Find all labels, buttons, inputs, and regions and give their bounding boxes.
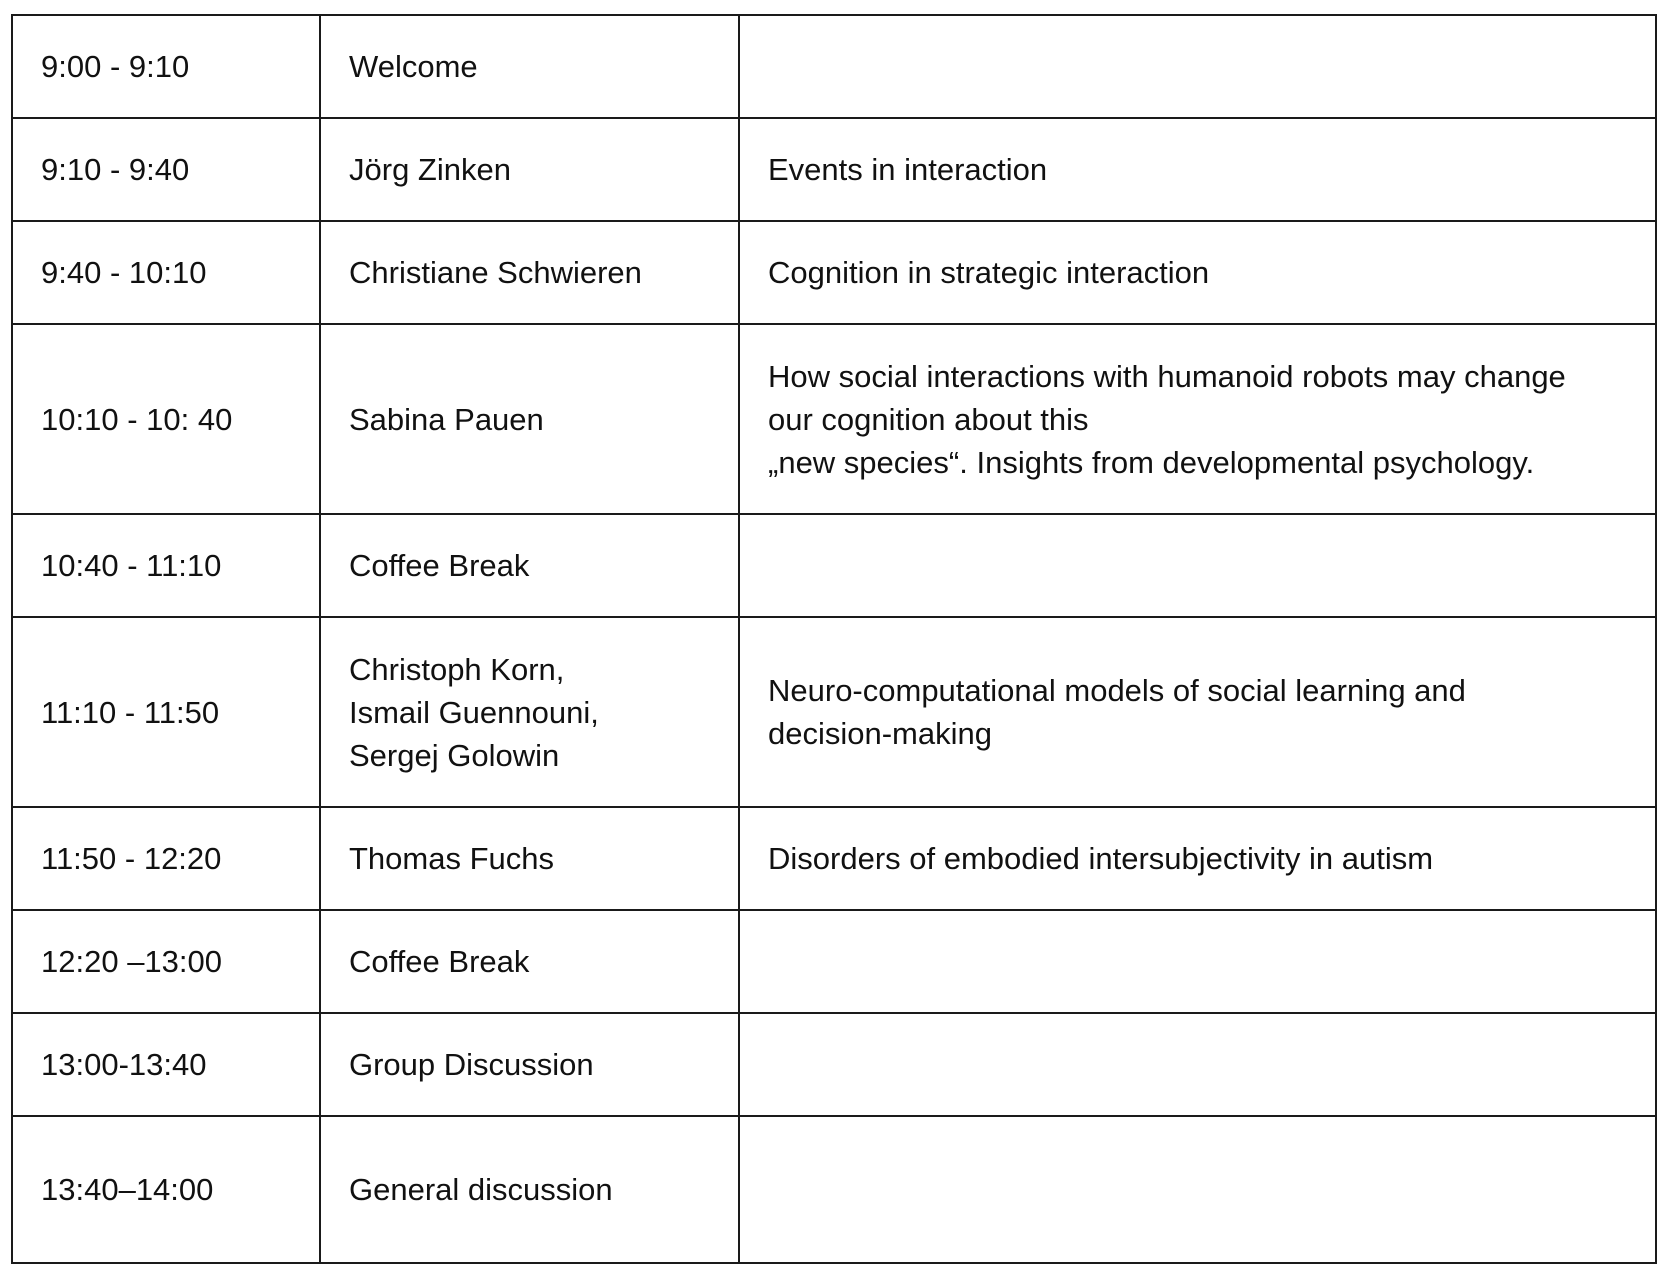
schedule-row <box>12 910 1656 1013</box>
speaker-cell: Thomas Fuchs <box>320 807 739 910</box>
speaker-cell: Sabina Pauen <box>320 324 739 514</box>
time-cell: 9:40 - 10:10 <box>12 221 320 324</box>
schedule-row <box>12 1116 1656 1263</box>
schedule-row <box>12 221 1656 324</box>
speaker-cell: Welcome <box>320 15 739 118</box>
topic-cell: Neuro-computational models of social learning and decision-making <box>739 617 1656 807</box>
schedule-row <box>12 807 1656 910</box>
topic-cell <box>739 514 1656 617</box>
topic-cell <box>739 1116 1656 1263</box>
time-cell: 10:40 - 11:10 <box>12 514 320 617</box>
schedule-row <box>12 324 1656 514</box>
schedule-row <box>12 118 1656 221</box>
topic-cell <box>739 1013 1656 1116</box>
time-cell: 9:10 - 9:40 <box>12 118 320 221</box>
speaker-cell: Group Discussion <box>320 1013 739 1116</box>
speaker-cell: Coffee Break <box>320 910 739 1013</box>
time-cell: 11:50 - 12:20 <box>12 807 320 910</box>
speaker-cell: Christoph Korn, Ismail Guennouni, Sergej Golowin <box>320 617 739 807</box>
schedule-table <box>11 14 1657 1264</box>
speaker-cell: Coffee Break <box>320 514 739 617</box>
time-cell: 13:40–14:00 <box>12 1116 320 1263</box>
schedule-row <box>12 617 1656 807</box>
speaker-cell: General discussion <box>320 1116 739 1263</box>
topic-cell: Disorders of embodied intersubjectivity in autism <box>739 807 1656 910</box>
schedule-row <box>12 1013 1656 1116</box>
topic-cell <box>739 910 1656 1013</box>
schedule-row <box>12 514 1656 617</box>
topic-cell <box>739 15 1656 118</box>
topic-cell: Events in interaction <box>739 118 1656 221</box>
topic-cell: How social interactions with humanoid robots may change our cognition about this „new species“. Insights from developmental psychology. <box>739 324 1656 514</box>
time-cell: 12:20 –13:00 <box>12 910 320 1013</box>
speaker-cell: Christiane Schwieren <box>320 221 739 324</box>
time-cell: 10:10 - 10: 40 <box>12 324 320 514</box>
time-cell: 13:00-13:40 <box>12 1013 320 1116</box>
time-cell: 11:10 - 11:50 <box>12 617 320 807</box>
topic-cell: Cognition in strategic interaction <box>739 221 1656 324</box>
time-cell: 9:00 - 9:10 <box>12 15 320 118</box>
schedule-row <box>12 15 1656 118</box>
speaker-cell: Jörg Zinken <box>320 118 739 221</box>
